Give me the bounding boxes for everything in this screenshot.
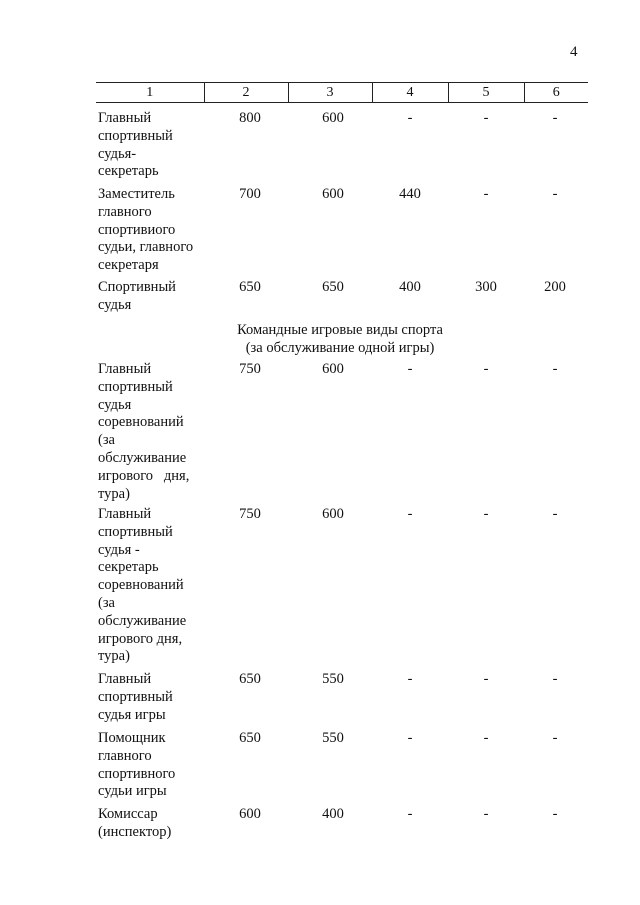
row-name: Комиссар (инспектор) xyxy=(98,806,172,840)
value-col-5: - xyxy=(483,671,489,687)
value-col-3: 550 xyxy=(322,730,344,746)
header-col-5: 5 xyxy=(448,83,524,103)
row-name: Главный спортивный судья соревнований (за обслуживание игрового дня, тура) xyxy=(98,361,190,502)
value-col-3: 600 xyxy=(322,110,344,126)
value-col-6: - xyxy=(552,506,558,522)
header-col-3: 3 xyxy=(288,83,372,103)
value-col-4: - xyxy=(407,671,413,687)
value-col-5: - xyxy=(483,506,489,522)
value-col-4: 440 xyxy=(399,186,421,202)
value-col-2: 750 xyxy=(239,361,261,377)
page-number: 4 xyxy=(570,44,578,60)
value-col-3: 400 xyxy=(322,806,344,822)
row-name: Спортивный судья xyxy=(98,279,176,313)
value-col-4: - xyxy=(407,506,413,522)
header-col-1: 1 xyxy=(96,83,204,103)
value-col-6: - xyxy=(552,186,558,202)
value-col-5: - xyxy=(483,110,489,126)
value-col-6: - xyxy=(552,730,558,746)
column-header-table xyxy=(96,82,588,103)
value-col-5: - xyxy=(483,361,489,377)
value-col-3: 600 xyxy=(322,506,344,522)
value-col-5: 300 xyxy=(475,279,497,295)
value-col-5: - xyxy=(483,730,489,746)
value-col-2: 800 xyxy=(239,110,261,126)
section-title xyxy=(200,321,480,357)
value-col-2: 650 xyxy=(239,730,261,746)
value-col-6: - xyxy=(552,806,558,822)
value-col-2: 650 xyxy=(239,671,261,687)
value-col-6: 200 xyxy=(544,279,566,295)
value-col-4: - xyxy=(407,361,413,377)
value-col-2: 600 xyxy=(239,806,261,822)
value-col-4: - xyxy=(407,806,413,822)
value-col-6: - xyxy=(552,110,558,126)
value-col-2: 700 xyxy=(239,186,261,202)
value-col-3: 600 xyxy=(322,186,344,202)
row-name: Заместитель главного спортивиого судьи, главного секретаря xyxy=(98,186,194,274)
value-col-4: - xyxy=(407,110,413,126)
value-col-2: 750 xyxy=(239,506,261,522)
header-col-6: 6 xyxy=(524,83,588,103)
row-name: Главный спортивный судья игры xyxy=(98,671,173,723)
value-col-5: - xyxy=(483,186,489,202)
value-col-6: - xyxy=(552,671,558,687)
header-row xyxy=(96,83,588,103)
value-col-3: 550 xyxy=(322,671,344,687)
section-title-line1: Командные игровые виды спорта xyxy=(237,322,443,338)
row-name: Главный спортивный судья- секретарь xyxy=(98,110,173,180)
value-col-6: - xyxy=(552,361,558,377)
header-col-2: 2 xyxy=(204,83,288,103)
row-name: Главный спортивный судья - секретарь соревнований (за обслуживание игрового дня, тура) xyxy=(98,506,187,665)
section-title-line2: (за обслуживание одной игры) xyxy=(245,340,435,356)
value-col-5: - xyxy=(483,806,489,822)
value-col-3: 600 xyxy=(322,361,344,377)
value-col-2: 650 xyxy=(239,279,261,295)
value-col-3: 650 xyxy=(322,279,344,295)
value-col-4: 400 xyxy=(399,279,421,295)
row-name: Помощник главного спортивного судьи игры xyxy=(98,730,176,800)
header-col-4: 4 xyxy=(372,83,448,103)
value-col-4: - xyxy=(407,730,413,746)
